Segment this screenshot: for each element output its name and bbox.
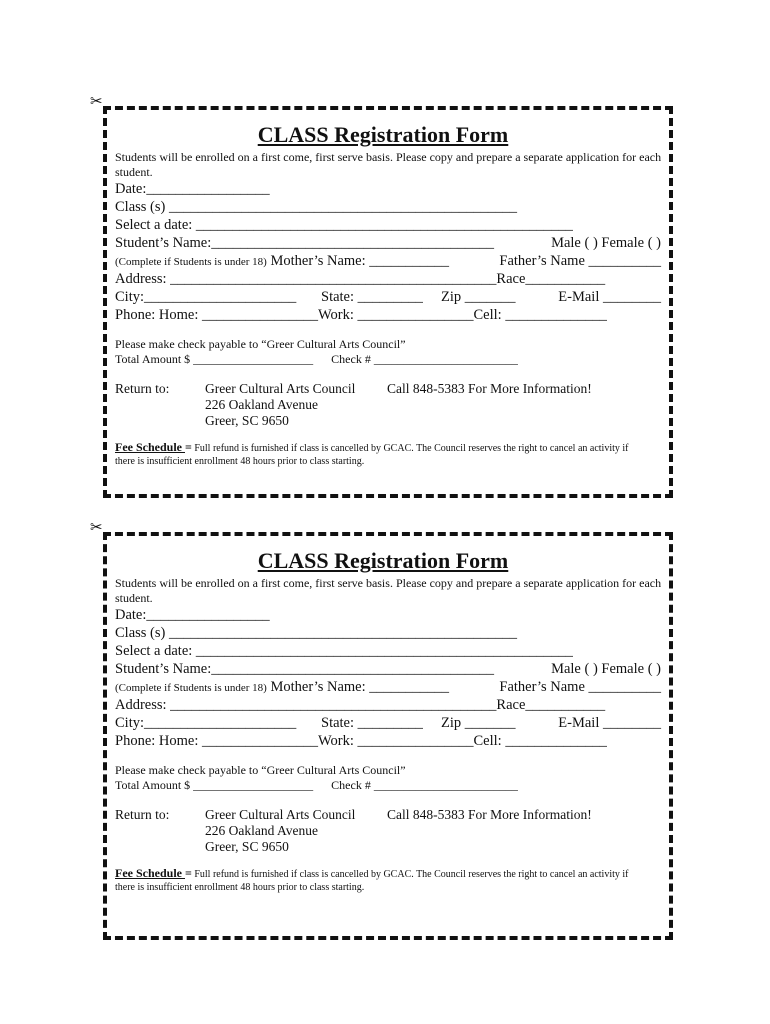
- address-label: Address: _____________________________________________Race___________: [115, 697, 606, 713]
- select-date-field[interactable]: [115, 642, 663, 660]
- scissors-icon: ✂: [90, 92, 103, 110]
- student-name-row: [115, 234, 663, 252]
- fathers-name-field[interactable]: Father’s Name __________: [499, 253, 661, 269]
- registration-form-2: [90, 518, 673, 940]
- complete-note: (Complete if Students is under 18): [115, 256, 267, 268]
- form-title: CLASS Registration Form: [257, 548, 509, 573]
- return-section: [115, 381, 663, 429]
- form-title: CLASS Registration Form: [257, 122, 509, 147]
- select-date-field[interactable]: [115, 216, 663, 234]
- class-field[interactable]: [115, 198, 663, 216]
- phone-label: Phone: Home: ________________Work: ________________Cell: ______________: [115, 307, 607, 323]
- class-label: Class (s) ________________________________________________: [115, 199, 517, 215]
- city-zip: Greer, SC 9650: [205, 413, 289, 428]
- call-info: Call 848-5383 For More Information!: [387, 807, 592, 822]
- address-field[interactable]: [115, 270, 663, 288]
- form-body: [115, 122, 663, 468]
- return-section: [115, 807, 663, 855]
- check-number-field[interactable]: Check # ________________________: [331, 352, 518, 366]
- zip-field[interactable]: Zip _______: [441, 289, 516, 305]
- email-field[interactable]: E-Mail ________: [558, 289, 661, 305]
- payment-row: [115, 352, 663, 367]
- city-field[interactable]: City:_____________________: [115, 289, 297, 305]
- student-name-field[interactable]: Student’s Name:_______________________________________: [115, 661, 495, 677]
- fathers-name-field[interactable]: Father’s Name __________: [499, 679, 661, 695]
- city-row: [115, 714, 663, 732]
- return-label: Return to:: [115, 381, 170, 396]
- date-label: Date:_________________: [115, 181, 270, 197]
- payment-row: [115, 778, 663, 793]
- fee-schedule: [115, 441, 663, 468]
- city-zip: Greer, SC 9650: [205, 839, 289, 854]
- fee-schedule-text: Full refund is furnished if class is cancelled by GCAC. The Council reserves the right to cancel an activity if there is insufficient enrollment 48 hours prior to class starting.: [115, 443, 629, 467]
- fee-schedule-text: Full refund is furnished if class is cancelled by GCAC. The Council reserves the right to cancel an activity if there is insufficient enrollment 48 hours prior to class starting.: [115, 869, 629, 893]
- class-label: Class (s) ________________________________________________: [115, 625, 517, 641]
- org-name: Greer Cultural Arts Council: [205, 807, 356, 822]
- zip-field[interactable]: Zip _______: [441, 715, 516, 731]
- state-field[interactable]: State: _________: [321, 715, 423, 731]
- city-field[interactable]: City:_____________________: [115, 715, 297, 731]
- payment-section: [115, 763, 663, 793]
- phone-field[interactable]: [115, 306, 663, 324]
- complete-note: (Complete if Students is under 18): [115, 682, 267, 694]
- student-name-row: [115, 660, 663, 678]
- parents-row: [115, 678, 663, 696]
- payment-section: [115, 337, 663, 367]
- class-field[interactable]: [115, 624, 663, 642]
- return-address: [205, 807, 355, 855]
- call-info: Call 848-5383 For More Information!: [387, 381, 592, 396]
- total-amount-field[interactable]: Total Amount $ ____________________: [115, 778, 314, 792]
- intro-text: Students will be enrolled on a first come, first serve basis. Please copy and prepare a separate application for each student.: [115, 150, 662, 179]
- fee-equals: =: [185, 866, 192, 880]
- gender-field[interactable]: Male ( ) Female ( ): [551, 661, 661, 677]
- intro-text: Students will be enrolled on a first come, first serve basis. Please copy and prepare a separate application for each student.: [115, 576, 662, 605]
- city-row: [115, 288, 663, 306]
- date-field[interactable]: [115, 606, 663, 624]
- select-date-label: Select a date: ____________________________________________________: [115, 217, 573, 233]
- street-address: 226 Oakland Avenue: [205, 397, 318, 412]
- date-label: Date:_________________: [115, 607, 270, 623]
- street-address: 226 Oakland Avenue: [205, 823, 318, 838]
- fee-schedule: [115, 867, 663, 894]
- date-field[interactable]: [115, 180, 663, 198]
- registration-form-1: [90, 92, 673, 498]
- mothers-name-field[interactable]: Mother’s Name: ___________: [266, 679, 450, 695]
- email-field[interactable]: E-Mail ________: [558, 715, 661, 731]
- fee-schedule-title: Fee Schedule: [115, 440, 185, 454]
- return-label: Return to:: [115, 807, 170, 822]
- check-number-field[interactable]: Check # ________________________: [331, 778, 518, 792]
- return-address: [205, 381, 355, 429]
- check-payable-text: Please make check payable to “Greer Cultural Arts Council”: [115, 763, 406, 777]
- gender-field[interactable]: Male ( ) Female ( ): [551, 235, 661, 251]
- check-payable-text: Please make check payable to “Greer Cultural Arts Council”: [115, 337, 406, 351]
- fee-schedule-title: Fee Schedule: [115, 866, 185, 880]
- total-amount-field[interactable]: Total Amount $ ____________________: [115, 352, 314, 366]
- mothers-name-field[interactable]: Mother’s Name: ___________: [266, 253, 450, 269]
- phone-field[interactable]: [115, 732, 663, 750]
- org-name: Greer Cultural Arts Council: [205, 381, 356, 396]
- state-field[interactable]: State: _________: [321, 289, 423, 305]
- fee-equals: =: [185, 440, 192, 454]
- select-date-label: Select a date: ____________________________________________________: [115, 643, 573, 659]
- address-label: Address: _____________________________________________Race___________: [115, 271, 606, 287]
- scissors-icon: ✂: [90, 518, 103, 536]
- address-field[interactable]: [115, 696, 663, 714]
- phone-label: Phone: Home: ________________Work: ________________Cell: ______________: [115, 733, 607, 749]
- form-body: [115, 548, 663, 894]
- parents-row: [115, 252, 663, 270]
- student-name-field[interactable]: Student’s Name:_______________________________________: [115, 235, 495, 251]
